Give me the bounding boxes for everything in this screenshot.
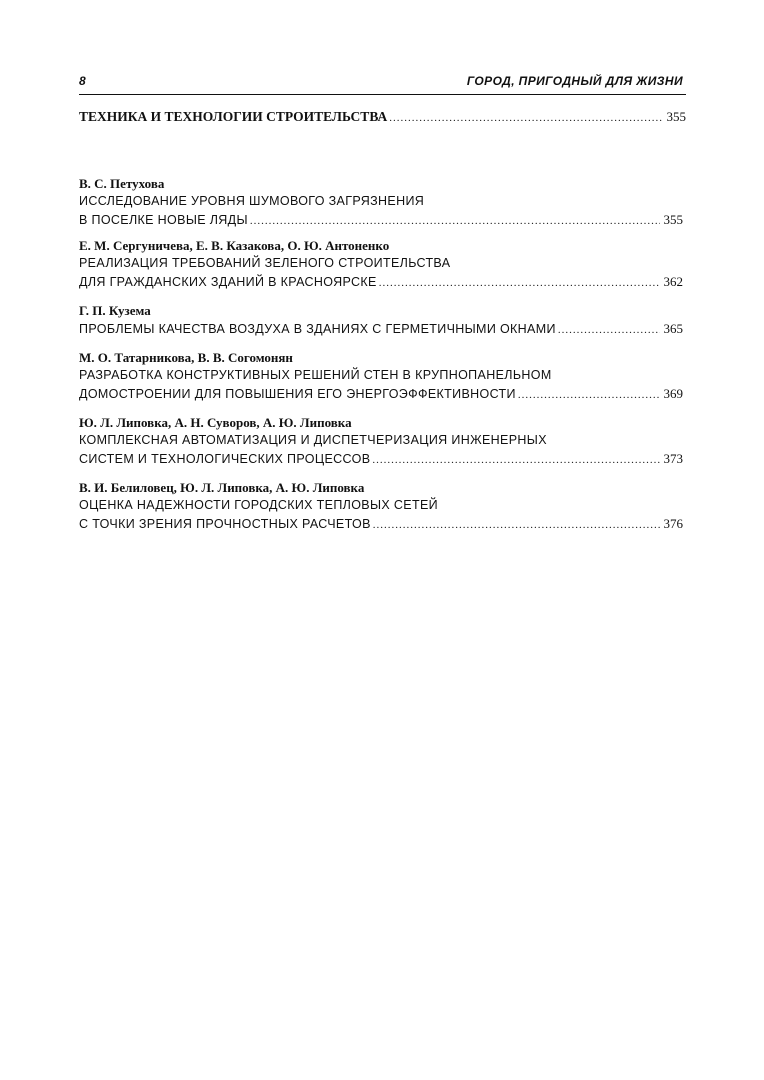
entry-authors: Г. П. Кузема bbox=[79, 303, 151, 318]
journal-title: ГОРОД, ПРИГОДНЫЙ ДЛЯ ЖИЗНИ bbox=[466, 74, 683, 88]
entry-title-text: В ПОСЕЛКЕ НОВЫЕ ЛЯДЫ bbox=[79, 212, 248, 227]
dot-leader bbox=[379, 275, 660, 293]
toc-entry[interactable] bbox=[79, 175, 683, 230]
entry-title-line bbox=[79, 273, 683, 293]
section-heading bbox=[79, 109, 686, 125]
entry-page-number: 369 bbox=[663, 385, 683, 401]
section-title: ТЕХНИКА И ТЕХНОЛОГИИ СТРОИТЕЛЬСТВА bbox=[79, 109, 388, 124]
toc-entry[interactable] bbox=[79, 479, 683, 534]
entry-title-line bbox=[79, 320, 683, 340]
entry-page-number: 373 bbox=[663, 450, 683, 466]
header-rule bbox=[79, 94, 686, 95]
running-header bbox=[79, 74, 683, 92]
section-page-number: 355 bbox=[666, 109, 686, 124]
entry-title-line bbox=[79, 450, 683, 470]
entry-authors: В. И. Белиловец, Ю. Л. Липовка, А. Ю. Липовка bbox=[79, 480, 365, 495]
dot-leader bbox=[250, 213, 660, 231]
entry-page-number: 355 bbox=[663, 211, 683, 227]
dot-leader bbox=[389, 112, 662, 124]
entry-title-line: КОМПЛЕКСНАЯ АВТОМАТИЗАЦИЯ И ДИСПЕТЧЕРИЗАЦИЯ ИНЖЕНЕРНЫХ bbox=[79, 433, 547, 447]
toc-entry[interactable] bbox=[79, 302, 683, 340]
entry-title-text: С ТОЧКИ ЗРЕНИЯ ПРОЧНОСТНЫХ РАСЧЕТОВ bbox=[79, 516, 371, 531]
entry-page-number: 376 bbox=[663, 515, 683, 531]
dot-leader bbox=[558, 322, 660, 340]
toc-entry[interactable] bbox=[79, 414, 683, 469]
entry-title-line bbox=[79, 385, 683, 405]
entry-authors: Ю. Л. Липовка, А. Н. Суворов, А. Ю. Липовка bbox=[79, 415, 352, 430]
entry-page-number: 362 bbox=[663, 273, 683, 289]
entry-authors: Е. М. Сергуничева, Е. В. Казакова, О. Ю. Антоненко bbox=[79, 238, 390, 253]
entry-title-text: ДЛЯ ГРАЖДАНСКИХ ЗДАНИЙ В КРАСНОЯРСКЕ bbox=[79, 274, 377, 289]
entry-authors: М. О. Татарникова, В. В. Согомонян bbox=[79, 350, 293, 365]
entry-title-line: РАЗРАБОТКА КОНСТРУКТИВНЫХ РЕШЕНИЙ СТЕН В КРУПНОПАНЕЛЬНОМ bbox=[79, 368, 552, 382]
dot-leader bbox=[372, 452, 659, 470]
entry-title-line: ОЦЕНКА НАДЕЖНОСТИ ГОРОДСКИХ ТЕПЛОВЫХ СЕТЕЙ bbox=[79, 498, 438, 512]
dot-leader bbox=[373, 517, 660, 535]
entry-title-line: ИССЛЕДОВАНИЕ УРОВНЯ ШУМОВОГО ЗАГРЯЗНЕНИЯ bbox=[79, 194, 425, 208]
dot-leader bbox=[518, 387, 660, 405]
entry-title-text: ПРОБЛЕМЫ КАЧЕСТВА ВОЗДУХА В ЗДАНИЯХ С ГЕРМЕТИЧНЫМИ ОКНАМИ bbox=[79, 322, 556, 336]
entry-page-number: 365 bbox=[663, 321, 683, 336]
entry-title-line bbox=[79, 515, 683, 535]
page-number: 8 bbox=[79, 74, 87, 88]
entry-title-text: ДОМОСТРОЕНИИ ДЛЯ ПОВЫШЕНИЯ ЕГО ЭНЕРГОЭФФЕКТИВНОСТИ bbox=[79, 386, 516, 401]
toc-entry[interactable] bbox=[79, 237, 683, 292]
entry-title-line bbox=[79, 211, 683, 231]
toc-entry[interactable] bbox=[79, 349, 683, 404]
entry-title-line: РЕАЛИЗАЦИЯ ТРЕБОВАНИЙ ЗЕЛЕНОГО СТРОИТЕЛЬСТВА bbox=[79, 256, 451, 270]
entry-authors: В. С. Петухова bbox=[79, 176, 165, 191]
entry-title-text: СИСТЕМ И ТЕХНОЛОГИЧЕСКИХ ПРОЦЕССОВ bbox=[79, 451, 371, 466]
